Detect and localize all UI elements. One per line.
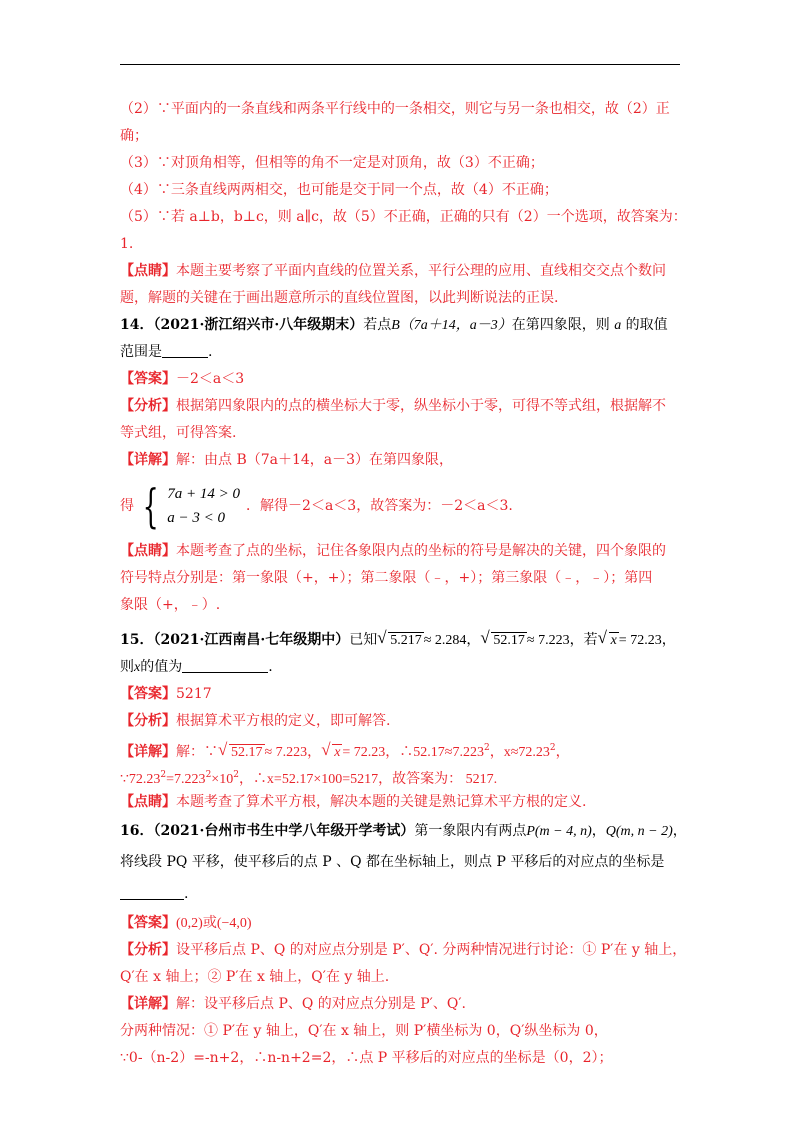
stem-text: 在第四象限，则 [511,317,610,333]
text-line: （3）∵对顶角相等，但相等的角不一定是对顶角，故（3）不正确； [120,155,544,171]
stem-text: 若点 [363,317,392,333]
dianjing-text: 本题考查了算术平方根，解决本题的关键是熟记算术平方根的定义. [176,794,587,810]
text-line: 1. [120,236,134,252]
analysis-tag: 【分析】 [120,713,176,729]
analysis-text: 根据算术平方根的定义，即可解答. [176,713,391,729]
text-line: 分两种情况：① P′在 y 轴上，Q′在 x 轴上，则 P′横坐标为 0，Q′纵坐标为 0， [120,1023,608,1039]
stem-math: B（7a＋14，a－3） [391,318,512,333]
question-15 [120,627,685,816]
document-body [120,96,685,1072]
analysis-text: 设平移后点 P、Q 的对应点分别是 P′、Q′. 分两种情况进行讨论：① P′在 y 轴上， [176,942,687,958]
answer-blank [162,343,208,358]
answer-tag: 【答案】 [120,686,176,702]
stem-text: . [208,344,213,360]
answer-text: 5217 [176,686,212,702]
point-p: P(m − 4, n) [526,824,592,839]
question-14 [120,312,685,619]
dianjing-text: 本题主要考察了平面内直线的位置关系，平行公理的应用、直线相交交点个数问 [176,263,666,279]
question-number: 15． [120,632,154,648]
analysis-tag: 【分析】 [120,942,176,958]
question-16 [120,816,685,1072]
sqrt-symbol: √ 52.17 [218,739,265,766]
answer-tag: 【答案】 [120,371,176,387]
inequality-system [120,478,685,534]
stem-text: 的取值 [625,317,668,333]
sqrt-symbol: √ 5.217 [377,627,424,654]
question-source: （2021·台州市书生中学八年级开学考试） [153,823,415,839]
detail-text: 解：设平移后点 P、Q 的对应点分别是 P′、Q′. [176,996,466,1012]
q13-solution-continued [120,96,685,312]
analysis-block: 【分析】根据算术平方根的定义，即可解答. 【详解】解：∵ √ 52.17 ≈ 7.223， √ x = 72.23，$\therefore 52.17\approx 7.223^2$，$x\approx 72.23^2$， $\because 72.23^2=7.223^2\times 10^2$，∴x=52.17×100=5217，故答案为： 5217. 【点睛】本题考查了算术平方根，解决本题的关键是熟记算术平方根的定义. [120,713,587,810]
detail-text: 解：由点 B（7a＋14，a－3）在第四象限， [176,452,454,468]
question-number: 16． [120,823,154,839]
text-line: （4）∵三条直线两两相交，也可能是交于同一个点，故（4）不正确； [120,182,558,198]
dianjing-line [120,258,685,285]
text-line: 确； [120,128,148,144]
stem-math: a [614,318,622,333]
text-line: 题，解题的关键在于画出题意所示的直线位置图，以此判断说法的正误. [120,290,559,306]
detail-tag: 【详解】 [120,452,176,468]
answer-tag: 【答案】 [120,915,176,931]
question-stem-2: 将线段 PQ 平移，使平移后的点 P 、Q 都在坐标轴上，则点 P 平移后的对应点的坐标是 [120,854,665,870]
answer-line: 【答案】(0,2)或(−4,0) [120,915,252,931]
answer-blank [182,658,268,673]
answer-text: －2＜a＜3 [176,371,245,387]
detail-text: ．解得－2＜a＜3，故答案为：－2＜a＜3. [246,497,513,514]
text-line: 等式组，可得答案. [120,425,237,441]
radical-icon: √ [218,740,228,759]
text-line: ∵0-（n-2）=-n+2，∴n-n+2=2，∴点 P 平移后的对应点的坐标是（0，2）； [120,1050,613,1066]
de-text: 得 [120,497,134,514]
question-stem-2: 则x的值为 . [120,659,273,675]
stem-text: 范围是 [120,344,162,360]
left-brace-icon: { [142,479,159,533]
question-stem: 15．（2021·江西南昌·七年级期中）已知 √ 5.217 ≈ 2.284， √ 52.17 ≈ 7.223，若 √ x = 72.23， [120,627,685,654]
dianjing-tag: 【点睛】 [120,263,176,279]
radical-icon: √ [597,628,607,647]
text-line: Q′在 x 轴上；② P′在 x 轴上，Q′在 y 轴上. [120,969,390,985]
dianjing-tag: 【点睛】 [120,794,176,810]
text-line: 象限（+，﹣）. [120,597,221,613]
radical-icon: √ [321,740,331,759]
question-stem: 16．（2021·台州市书生中学八年级开学考试）第一象限内有两点P(m − 4, n)，Q(m, n − 2)， [120,823,687,839]
radical-icon: √ [377,628,387,647]
analysis-block [120,937,685,1072]
text-line: 符号特点分别是：第一象限（+，+）；第二象限（﹣，+）；第三象限（﹣，﹣）；第四 [120,570,653,586]
answer-line [120,681,685,708]
sqrt-symbol: √ x [321,739,342,766]
detail-tag: 【详解】 [120,744,176,760]
stem-text: 已知 [349,632,378,648]
point-q: Q(m, n − 2) [605,824,673,839]
analysis-tag: 【分析】 [120,398,176,414]
analysis-text: 根据第四象限内的点的横坐标大于零，纵坐标小于零，可得不等式组，根据解不 [176,398,666,414]
text-line: （5）∵若 a⊥b，b⊥c，则 a∥c，故（5）不正确，正确的只有（2）一个选项，故答案为： [120,209,687,225]
question-stem [120,312,685,339]
sqrt-symbol: √ 52.17 [480,627,527,654]
answer-line [120,366,685,393]
question-stem-3: . [120,878,685,910]
answer-blank [120,885,184,900]
system-row: 7a + 14 > 0 [167,486,241,502]
question-stem-2 [120,339,685,366]
question-number: 14． [120,317,154,333]
sqrt-symbol: √ x [598,627,619,654]
system-row: a − 3 < 0 [167,510,226,526]
text-line: （2）∵平面内的一条直线和两条平行线中的一条相交，则它与另一条也相交，故（2）正 [120,101,670,117]
header-rule [120,64,680,65]
analysis-block [120,393,685,619]
dianjing-tag: 【点睛】 [120,543,176,559]
question-source: （2021·浙江绍兴市·八年级期末） [153,317,364,333]
radical-icon: √ [480,628,490,647]
question-source: （2021·江西南昌·七年级期中） [153,632,350,648]
detail-tag: 【详解】 [120,996,176,1012]
dianjing-text: 本题考查了点的坐标，记住各象限内点的坐标的符号是解决的关键，四个象限的 [176,543,666,559]
